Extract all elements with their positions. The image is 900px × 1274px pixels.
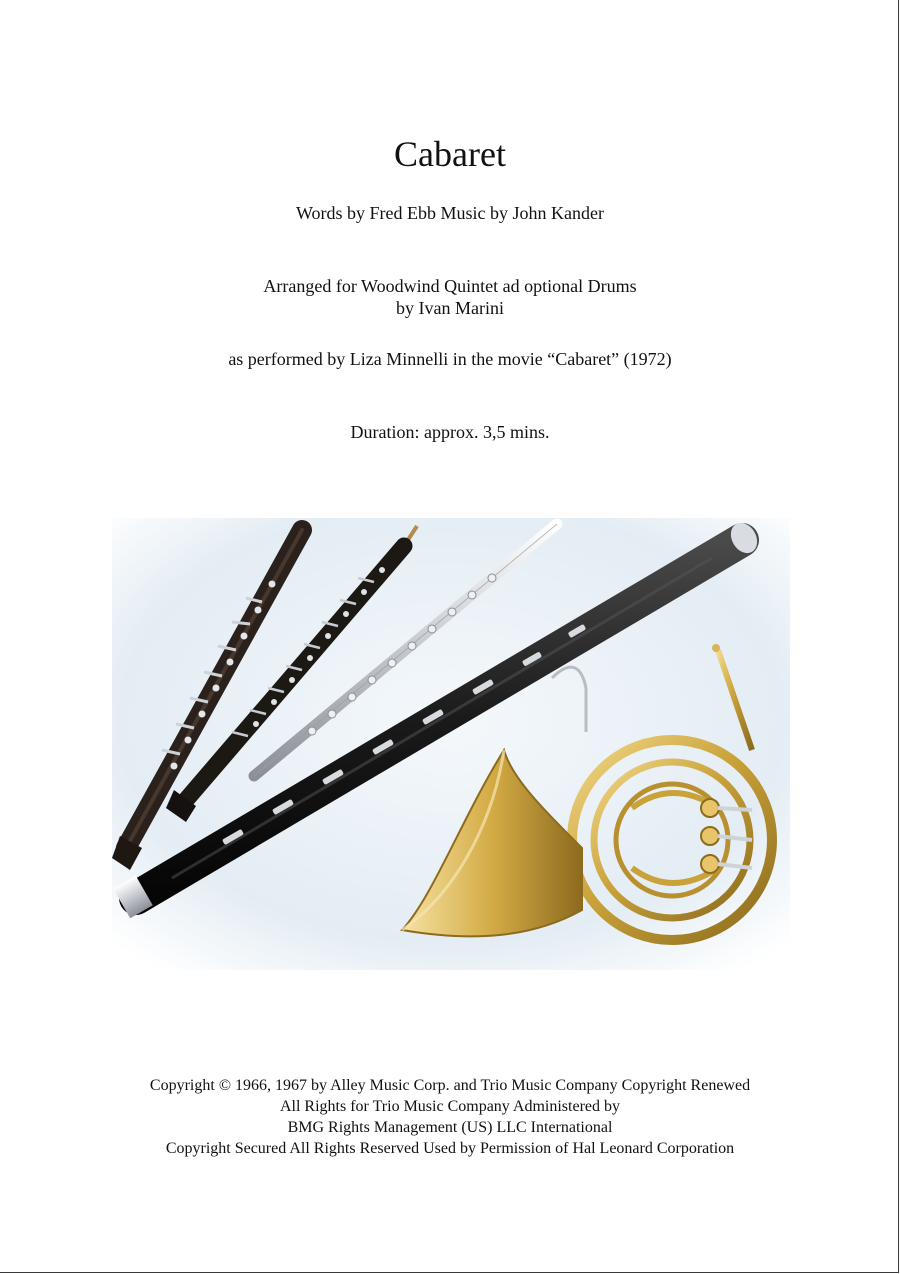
- copyright-line: All Rights for Trio Music Company Administered by: [279, 1098, 620, 1115]
- duration-text: Duration: approx. 3,5 mins.: [350, 422, 550, 442]
- copyright-notice: [0, 1075, 900, 1159]
- instruments-illustration: [112, 518, 790, 970]
- copyright-line: Copyright Secured All Rights Reserved Used by Permission of Hal Leonard Corporation: [165, 1140, 735, 1157]
- copyright-line: Copyright © 1966, 1967 by Alley Music Corp. and Trio Music Company Copyright Renewed: [149, 1077, 751, 1094]
- performance-note: as performed by Liza Minnelli in the movie “Cabaret” (1972): [228, 349, 672, 369]
- page-title: Cabaret: [394, 134, 506, 174]
- composer-credits: Words by Fred Ebb Music by John Kander: [295, 203, 604, 223]
- arrangement-line: Arranged for Woodwind Quintet ad optional Drums: [263, 276, 637, 296]
- arrangement-info: [0, 275, 900, 319]
- arranger-line: by Ivan Marini: [396, 298, 504, 318]
- copyright-line: BMG Rights Management (US) LLC International: [287, 1119, 613, 1136]
